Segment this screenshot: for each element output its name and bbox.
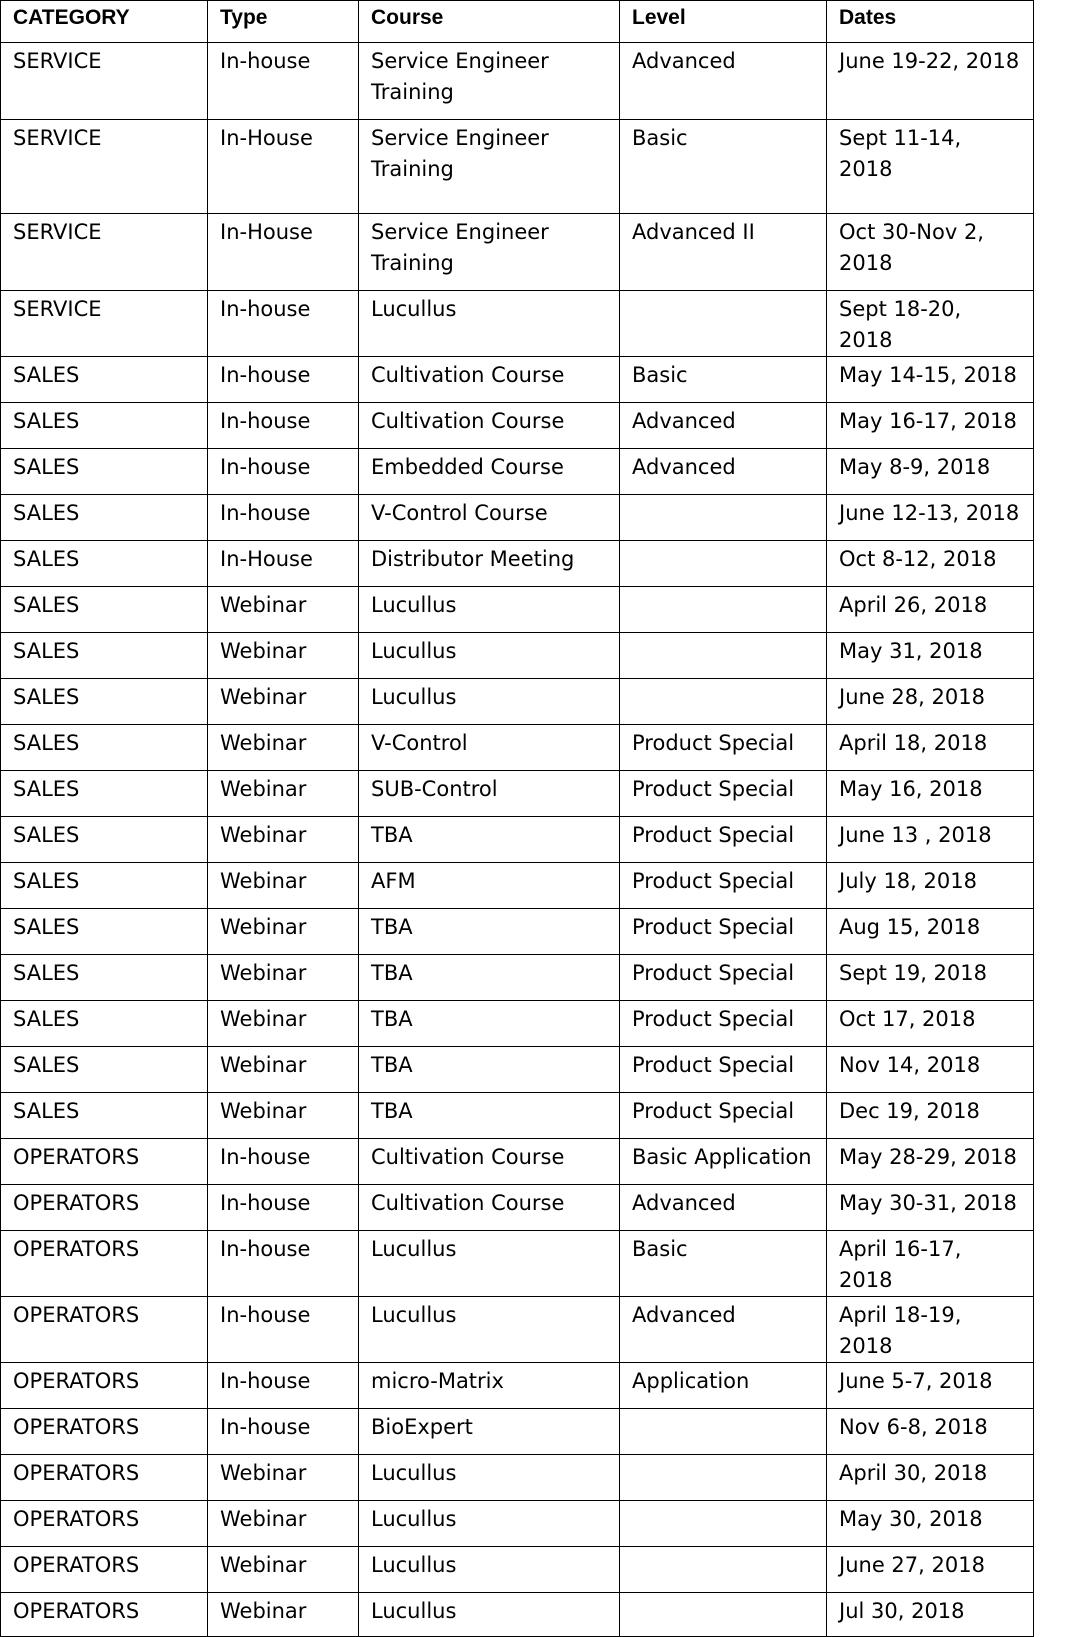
table-row [1, 633, 1034, 679]
cell-type: In-house [208, 1231, 359, 1297]
cell-level [620, 1409, 827, 1455]
cell-category: SALES [1, 1093, 208, 1139]
cell-type: In-House [208, 214, 359, 291]
table-row [1, 725, 1034, 771]
cell-level: Product Special [620, 1001, 827, 1047]
cell-level: Advanced [620, 449, 827, 495]
cell-level: Product Special [620, 863, 827, 909]
cell-type: In-house [208, 403, 359, 449]
cell-type: Webinar [208, 1001, 359, 1047]
cell-course: Lucullus [359, 679, 620, 725]
cell-type: In-house [208, 357, 359, 403]
cell-dates: May 28-29, 2018 [827, 1139, 1034, 1185]
cell-dates: May 8-9, 2018 [827, 449, 1034, 495]
cell-dates: May 16, 2018 [827, 771, 1034, 817]
cell-type: In-house [208, 1409, 359, 1455]
cell-category: SALES [1, 587, 208, 633]
table-row [1, 1501, 1034, 1547]
cell-course: Lucullus [359, 1547, 620, 1593]
cell-category: SALES [1, 1047, 208, 1093]
cell-category: SERVICE [1, 120, 208, 214]
cell-category: SALES [1, 771, 208, 817]
cell-category: SERVICE [1, 214, 208, 291]
cell-level: Product Special [620, 817, 827, 863]
cell-dates: Jul 30, 2018 [827, 1593, 1034, 1637]
cell-level: Product Special [620, 771, 827, 817]
cell-category: SERVICE [1, 291, 208, 357]
cell-dates: Nov 6-8, 2018 [827, 1409, 1034, 1455]
cell-dates: June 13 , 2018 [827, 817, 1034, 863]
table-row [1, 357, 1034, 403]
header-dates: Dates [827, 1, 1034, 43]
cell-type: In-house [208, 43, 359, 120]
cell-dates: May 14-15, 2018 [827, 357, 1034, 403]
cell-category: OPERATORS [1, 1455, 208, 1501]
cell-type: Webinar [208, 863, 359, 909]
cell-category: SERVICE [1, 43, 208, 120]
table-row [1, 863, 1034, 909]
table-row [1, 1363, 1034, 1409]
cell-category: OPERATORS [1, 1185, 208, 1231]
table-row [1, 1139, 1034, 1185]
cell-course: Lucullus [359, 1231, 620, 1297]
table-row [1, 1593, 1034, 1637]
table-row [1, 1297, 1034, 1363]
cell-dates: June 12-13, 2018 [827, 495, 1034, 541]
cell-dates: Aug 15, 2018 [827, 909, 1034, 955]
cell-category: OPERATORS [1, 1409, 208, 1455]
cell-level: Basic [620, 357, 827, 403]
cell-type: In-house [208, 1297, 359, 1363]
cell-type: Webinar [208, 725, 359, 771]
cell-dates: May 30, 2018 [827, 1501, 1034, 1547]
cell-course: Lucullus [359, 291, 620, 357]
cell-dates: May 16-17, 2018 [827, 403, 1034, 449]
cell-course: TBA [359, 1001, 620, 1047]
cell-course: Cultivation Course [359, 1185, 620, 1231]
table-row [1, 1231, 1034, 1297]
cell-course: V-Control [359, 725, 620, 771]
cell-level: Basic [620, 1231, 827, 1297]
cell-category: SALES [1, 633, 208, 679]
header-course: Course [359, 1, 620, 43]
table-row [1, 817, 1034, 863]
cell-level: Product Special [620, 725, 827, 771]
cell-category: SALES [1, 495, 208, 541]
cell-dates: Dec 19, 2018 [827, 1093, 1034, 1139]
cell-type: In-house [208, 1185, 359, 1231]
cell-course: TBA [359, 909, 620, 955]
table-row [1, 1409, 1034, 1455]
cell-course: Lucullus [359, 633, 620, 679]
table-row [1, 403, 1034, 449]
table-row [1, 43, 1034, 120]
cell-type: Webinar [208, 1093, 359, 1139]
cell-course: Cultivation Course [359, 357, 620, 403]
cell-dates: May 31, 2018 [827, 633, 1034, 679]
cell-category: OPERATORS [1, 1501, 208, 1547]
cell-category: SALES [1, 357, 208, 403]
cell-level [620, 541, 827, 587]
cell-type: Webinar [208, 1047, 359, 1093]
cell-course: Service Engineer Training [359, 120, 620, 214]
cell-course: Lucullus [359, 1297, 620, 1363]
table-row [1, 449, 1034, 495]
cell-level [620, 1547, 827, 1593]
cell-level: Product Special [620, 955, 827, 1001]
cell-type: Webinar [208, 817, 359, 863]
cell-course: Lucullus [359, 587, 620, 633]
cell-level: Product Special [620, 1093, 827, 1139]
cell-dates: June 5-7, 2018 [827, 1363, 1034, 1409]
cell-dates: Oct 17, 2018 [827, 1001, 1034, 1047]
cell-category: SALES [1, 541, 208, 587]
table-row [1, 291, 1034, 357]
cell-course: TBA [359, 955, 620, 1001]
cell-category: OPERATORS [1, 1593, 208, 1637]
cell-dates: Oct 8-12, 2018 [827, 541, 1034, 587]
cell-category: SALES [1, 909, 208, 955]
cell-course: V-Control Course [359, 495, 620, 541]
cell-course: Service Engineer Training [359, 43, 620, 120]
table-row [1, 214, 1034, 291]
cell-dates: June 28, 2018 [827, 679, 1034, 725]
cell-course: Embedded Course [359, 449, 620, 495]
table-row [1, 495, 1034, 541]
cell-level [620, 587, 827, 633]
cell-level: Basic Application [620, 1139, 827, 1185]
cell-type: In-house [208, 1139, 359, 1185]
cell-level: Advanced [620, 1185, 827, 1231]
cell-course: micro-Matrix [359, 1363, 620, 1409]
table-row [1, 955, 1034, 1001]
cell-type: Webinar [208, 771, 359, 817]
cell-type: In-house [208, 449, 359, 495]
cell-level: Advanced [620, 43, 827, 120]
table-row [1, 120, 1034, 214]
cell-dates: July 18, 2018 [827, 863, 1034, 909]
table-row [1, 1093, 1034, 1139]
cell-type: Webinar [208, 679, 359, 725]
cell-course: Cultivation Course [359, 1139, 620, 1185]
cell-dates: April 18, 2018 [827, 725, 1034, 771]
cell-level [620, 1501, 827, 1547]
cell-dates: May 30-31, 2018 [827, 1185, 1034, 1231]
cell-category: OPERATORS [1, 1297, 208, 1363]
table-row [1, 1547, 1034, 1593]
cell-course: TBA [359, 1093, 620, 1139]
cell-course: TBA [359, 817, 620, 863]
table-row [1, 679, 1034, 725]
cell-type: Webinar [208, 909, 359, 955]
cell-type: In-house [208, 1363, 359, 1409]
header-row [1, 1, 1034, 43]
cell-type: In-house [208, 495, 359, 541]
cell-type: In-house [208, 291, 359, 357]
cell-category: SALES [1, 955, 208, 1001]
cell-category: SALES [1, 817, 208, 863]
cell-category: SALES [1, 725, 208, 771]
header-type: Type [208, 1, 359, 43]
cell-dates: Sept 11-14, 2018 [827, 120, 1034, 214]
table-row [1, 1455, 1034, 1501]
cell-level: Product Special [620, 1047, 827, 1093]
cell-type: Webinar [208, 1593, 359, 1637]
cell-category: SALES [1, 1001, 208, 1047]
cell-level: Advanced II [620, 214, 827, 291]
cell-level [620, 633, 827, 679]
header-level: Level [620, 1, 827, 43]
cell-category: OPERATORS [1, 1231, 208, 1297]
cell-level: Advanced [620, 403, 827, 449]
cell-dates: June 19-22, 2018 [827, 43, 1034, 120]
cell-type: Webinar [208, 633, 359, 679]
cell-course: Cultivation Course [359, 403, 620, 449]
cell-course: Lucullus [359, 1455, 620, 1501]
cell-course: AFM [359, 863, 620, 909]
cell-level [620, 291, 827, 357]
table-row [1, 771, 1034, 817]
cell-level: Basic [620, 120, 827, 214]
cell-course: Distributor Meeting [359, 541, 620, 587]
cell-level: Application [620, 1363, 827, 1409]
cell-dates: April 18-19, 2018 [827, 1297, 1034, 1363]
cell-category: SALES [1, 449, 208, 495]
cell-category: SALES [1, 679, 208, 725]
cell-category: SALES [1, 403, 208, 449]
cell-dates: April 16-17, 2018 [827, 1231, 1034, 1297]
table-body [1, 43, 1034, 1637]
cell-course: Lucullus [359, 1593, 620, 1637]
cell-category: OPERATORS [1, 1363, 208, 1409]
table-row [1, 909, 1034, 955]
cell-level [620, 495, 827, 541]
table-row [1, 1001, 1034, 1047]
cell-category: OPERATORS [1, 1139, 208, 1185]
cell-dates: Nov 14, 2018 [827, 1047, 1034, 1093]
table-header [1, 1, 1034, 43]
cell-category: OPERATORS [1, 1547, 208, 1593]
cell-dates: Oct 30-Nov 2, 2018 [827, 214, 1034, 291]
cell-category: SALES [1, 863, 208, 909]
cell-level [620, 679, 827, 725]
cell-course: TBA [359, 1047, 620, 1093]
cell-level [620, 1593, 827, 1637]
cell-course: Lucullus [359, 1501, 620, 1547]
cell-type: Webinar [208, 1455, 359, 1501]
cell-dates: Sept 18-20, 2018 [827, 291, 1034, 357]
cell-type: Webinar [208, 955, 359, 1001]
table-row [1, 1185, 1034, 1231]
cell-type: Webinar [208, 1547, 359, 1593]
cell-course: Service Engineer Training [359, 214, 620, 291]
cell-dates: April 26, 2018 [827, 587, 1034, 633]
table-row [1, 1047, 1034, 1093]
cell-type: Webinar [208, 587, 359, 633]
cell-dates: April 30, 2018 [827, 1455, 1034, 1501]
cell-level [620, 1455, 827, 1501]
cell-type: In-House [208, 120, 359, 214]
cell-course: BioExpert [359, 1409, 620, 1455]
cell-type: In-House [208, 541, 359, 587]
cell-course: SUB-Control [359, 771, 620, 817]
cell-dates: June 27, 2018 [827, 1547, 1034, 1593]
header-category: CATEGORY [1, 1, 208, 43]
table-row [1, 541, 1034, 587]
table-row [1, 587, 1034, 633]
cell-level: Advanced [620, 1297, 827, 1363]
cell-type: Webinar [208, 1501, 359, 1547]
cell-dates: Sept 19, 2018 [827, 955, 1034, 1001]
cell-level: Product Special [620, 909, 827, 955]
